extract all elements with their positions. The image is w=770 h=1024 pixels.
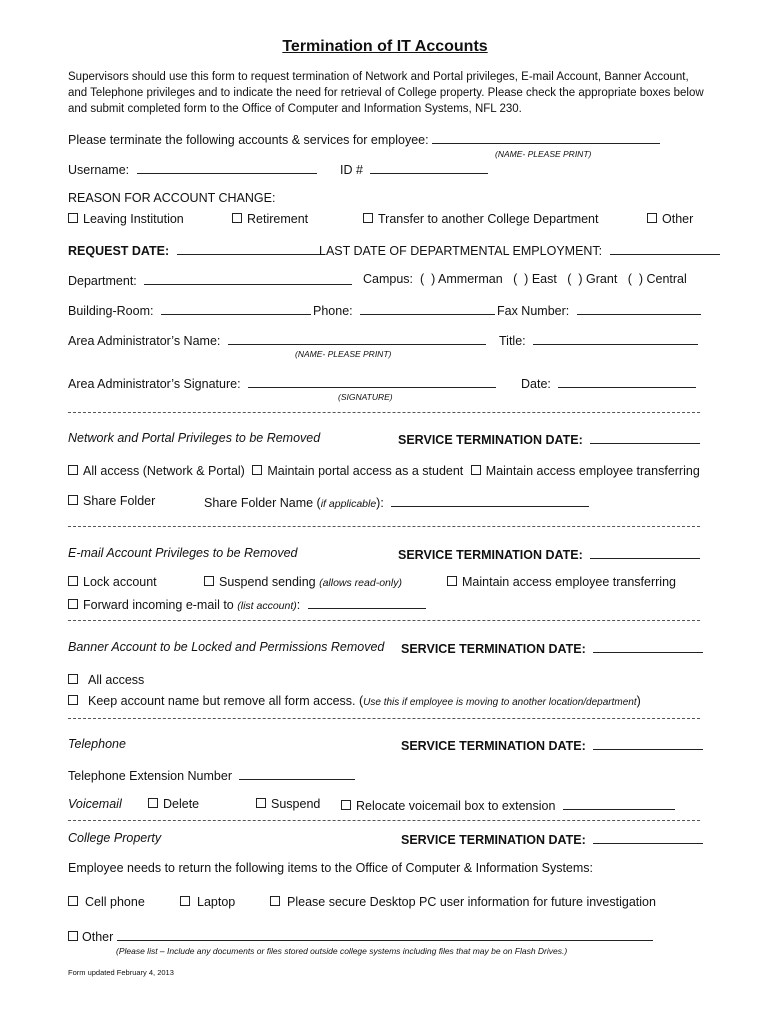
request-date-label: REQUEST DATE:	[68, 244, 170, 258]
property-service-date-field[interactable]	[593, 831, 703, 844]
department-label: Department:	[68, 274, 137, 288]
campus-option-central[interactable]: ( ) Central	[620, 272, 687, 286]
checkbox[interactable]	[68, 495, 78, 505]
campus-label: Campus:	[363, 272, 414, 286]
email-forward-end: :	[296, 598, 301, 612]
network-transfer-label: Maintain access employee transferring	[485, 464, 700, 478]
voicemail-delete-label: Delete	[163, 797, 200, 811]
building-field[interactable]	[161, 302, 311, 315]
checkbox[interactable]	[68, 695, 78, 705]
property-service-date-row	[401, 831, 703, 847]
admin-signature-field[interactable]	[248, 375, 496, 388]
property-secure-option[interactable]	[270, 895, 656, 909]
divider	[68, 718, 700, 719]
email-maintain-option[interactable]	[447, 575, 676, 589]
email-service-date-row	[398, 546, 700, 562]
share-folder-name-row	[204, 494, 589, 510]
email-lock-label: Lock account	[83, 575, 157, 589]
property-laptop-option[interactable]	[180, 895, 235, 909]
property-instruction: Employee needs to return the following items to the Office of Computer & Information Systems:	[68, 861, 594, 875]
voicemail-extension-field[interactable]	[563, 797, 675, 810]
property-cell-label: Cell phone	[85, 895, 145, 909]
admin-title-label: Title:	[499, 334, 526, 348]
email-suspend-hint: (allows read-only)	[319, 577, 402, 589]
admin-name-field[interactable]	[228, 332, 486, 345]
voicemail-relocate-label: Relocate voicemail box to extension	[356, 799, 556, 813]
property-other-option[interactable]	[68, 928, 653, 944]
voicemail-label: Voicemail	[68, 797, 122, 811]
checkbox[interactable]	[447, 576, 457, 586]
network-service-date-row	[398, 431, 700, 447]
department-row	[68, 272, 352, 288]
admin-title-row	[499, 332, 698, 348]
checkbox[interactable]	[68, 213, 78, 223]
campus-row	[363, 272, 687, 286]
service-date-label: SERVICE TERMINATION DATE:	[398, 433, 583, 447]
voicemail-relocate-option[interactable]	[341, 797, 675, 813]
last-date-label: LAST DATE OF DEPARTMENTAL EMPLOYMENT:	[319, 244, 603, 258]
checkbox[interactable]	[270, 896, 280, 906]
divider	[68, 526, 700, 527]
divider	[68, 620, 700, 621]
checkbox[interactable]	[256, 798, 266, 808]
network-heading: Network and Portal Privileges to be Removed	[68, 431, 321, 445]
property-secure-label: Please secure Desktop PC user information for future investigation	[287, 895, 656, 909]
banner-keep-option[interactable]	[68, 694, 641, 708]
checkbox[interactable]	[68, 931, 78, 941]
signature-hint: (SIGNATURE)	[338, 392, 393, 402]
property-other-label: Other	[82, 930, 114, 944]
id-field[interactable]	[370, 161, 488, 174]
telephone-ext-label: Telephone Extension Number	[68, 769, 232, 783]
service-date-label: SERVICE TERMINATION DATE:	[401, 833, 586, 847]
telephone-ext-field[interactable]	[239, 767, 355, 780]
checkbox[interactable]	[252, 465, 262, 475]
reason-leaving[interactable]	[68, 212, 184, 226]
telephone-service-date-field[interactable]	[593, 737, 703, 750]
share-folder-name-field[interactable]	[391, 494, 589, 507]
network-all-label: All access (Network & Portal)	[83, 464, 245, 478]
email-heading: E-mail Account Privileges to be Removed	[68, 546, 298, 560]
email-forward-option[interactable]	[68, 596, 426, 612]
footer-updated: Form updated February 4, 2013	[68, 968, 174, 977]
divider	[68, 820, 700, 821]
checkbox[interactable]	[471, 465, 481, 475]
intro-paragraph: Supervisors should use this form to request termination of Network and Portal privileges, E-mail Account, Banner Account, and Telephone privileges and to indicate the need for retrieval of College property. Please check the appropriate boxes below and submit completed form to the Office of Computer and Information Systems, NFL 230.	[68, 71, 704, 115]
email-suspend-label: Suspend sending	[219, 575, 316, 589]
voicemail-delete-option[interactable]	[148, 797, 199, 811]
page-title: Termination of IT Accounts	[282, 38, 488, 55]
banner-all-label: All access	[88, 673, 145, 687]
voicemail-suspend-label: Suspend	[271, 797, 321, 811]
banner-keep-label: Keep account name but remove all form access. (	[88, 694, 364, 708]
property-other-hint: (Please list – Include any documents or files stored outside college systems including files that may be on Flash Drives.)	[116, 946, 568, 956]
username-label: Username:	[68, 163, 130, 177]
network-service-date-field[interactable]	[590, 431, 700, 444]
property-laptop-label: Laptop	[197, 895, 236, 909]
reason-other[interactable]	[647, 212, 693, 226]
share-name-label: Share Folder Name (	[204, 496, 321, 510]
department-field[interactable]	[144, 272, 352, 285]
admin-date-row	[521, 375, 696, 391]
service-date-label: SERVICE TERMINATION DATE:	[398, 548, 583, 562]
admin-signature-label: Area Administrator’s Signature:	[68, 377, 241, 391]
campus-option-ammerman[interactable]: ( ) Ammerman	[416, 272, 503, 286]
last-date-field[interactable]	[610, 242, 720, 255]
id-row	[340, 161, 488, 177]
banner-service-date-field[interactable]	[593, 640, 703, 653]
admin-name-row	[68, 332, 486, 348]
property-heading: College Property	[68, 831, 162, 845]
telephone-service-date-row	[401, 737, 703, 753]
divider	[68, 412, 700, 413]
checkbox[interactable]	[148, 798, 158, 808]
phone-field[interactable]	[360, 302, 495, 315]
email-forward-label: Forward incoming e-mail to	[83, 598, 234, 612]
reason-heading: REASON FOR ACCOUNT CHANGE:	[68, 191, 276, 205]
reason-other-label: Other	[662, 212, 694, 226]
admin-date-label: Date:	[521, 377, 551, 391]
share-name-hint: if applicable	[320, 498, 377, 510]
campus-option-east[interactable]: ( ) East	[506, 272, 557, 286]
banner-service-date-row	[401, 640, 703, 656]
admin-date-field[interactable]	[558, 375, 696, 388]
property-cell-option[interactable]	[68, 895, 145, 909]
share-folder-option[interactable]	[68, 494, 155, 508]
employee-name-hint: (NAME- PLEASE PRINT)	[495, 149, 592, 159]
fax-label: Fax Number:	[497, 304, 570, 318]
fax-row	[497, 302, 701, 318]
email-maintain-label: Maintain access employee transferring	[462, 575, 676, 589]
reason-retirement[interactable]	[232, 212, 308, 226]
telephone-ext-row	[68, 767, 355, 783]
admin-name-label: Area Administrator’s Name:	[68, 334, 221, 348]
checkbox[interactable]	[68, 599, 78, 609]
service-date-label: SERVICE TERMINATION DATE:	[401, 642, 586, 656]
employee-prompt: Please terminate the following accounts & services for employee:	[68, 133, 429, 147]
checkbox[interactable]	[68, 896, 78, 906]
fax-field[interactable]	[577, 302, 701, 315]
service-date-label: SERVICE TERMINATION DATE:	[401, 739, 586, 753]
campus-grant-label: Grant	[586, 272, 618, 286]
banner-keep-hint: Use this if employee is moving to another location/department	[363, 697, 637, 708]
email-service-date-field[interactable]	[590, 546, 700, 559]
campus-central-label: Central	[646, 272, 687, 286]
username-field[interactable]	[137, 161, 317, 174]
reason-retirement-label: Retirement	[247, 212, 309, 226]
voicemail-suspend-option[interactable]	[256, 797, 320, 811]
checkbox[interactable]	[68, 674, 78, 684]
admin-name-hint: (NAME- PLEASE PRINT)	[295, 349, 392, 359]
checkbox[interactable]	[341, 800, 351, 810]
checkbox[interactable]	[204, 576, 214, 586]
email-forward-field[interactable]	[308, 596, 426, 609]
phone-label: Phone:	[313, 304, 353, 318]
network-portal-label: Maintain portal access as a student	[267, 464, 464, 478]
admin-title-field[interactable]	[533, 332, 698, 345]
banner-all-option[interactable]	[68, 673, 144, 687]
email-suspend-option[interactable]	[204, 575, 402, 589]
checkbox[interactable]	[232, 213, 242, 223]
building-row	[68, 302, 311, 318]
reason-transfer[interactable]	[363, 212, 598, 226]
id-label: ID #	[340, 163, 363, 177]
share-name-end: ):	[376, 496, 384, 510]
email-forward-hint: (list account)	[237, 600, 297, 612]
employee-row	[68, 131, 660, 147]
checkbox[interactable]	[363, 213, 373, 223]
admin-signature-row	[68, 375, 496, 391]
share-folder-label: Share Folder	[83, 494, 156, 508]
telephone-heading: Telephone	[68, 737, 126, 751]
checkbox[interactable]	[68, 465, 78, 475]
checkbox[interactable]	[68, 576, 78, 586]
email-lock-option[interactable]	[68, 575, 157, 589]
username-row	[68, 161, 317, 177]
campus-east-label: East	[531, 272, 557, 286]
banner-keep-end: )	[636, 694, 641, 708]
phone-row	[313, 302, 495, 318]
employee-name-field[interactable]	[432, 131, 660, 144]
campus-option-grant[interactable]: ( ) Grant	[560, 272, 618, 286]
building-label: Building-Room:	[68, 304, 154, 318]
reason-transfer-label: Transfer to another College Department	[378, 212, 599, 226]
checkbox[interactable]	[180, 896, 190, 906]
last-date-row	[319, 242, 720, 258]
checkbox[interactable]	[647, 213, 657, 223]
campus-ammerman-label: Ammerman	[438, 272, 503, 286]
request-date-field[interactable]	[177, 242, 322, 255]
property-other-field[interactable]	[117, 928, 653, 941]
banner-heading: Banner Account to be Locked and Permissions Removed	[68, 640, 385, 654]
request-date-row	[68, 242, 322, 258]
network-options-row	[68, 464, 700, 478]
reason-leaving-label: Leaving Institution	[83, 212, 184, 226]
